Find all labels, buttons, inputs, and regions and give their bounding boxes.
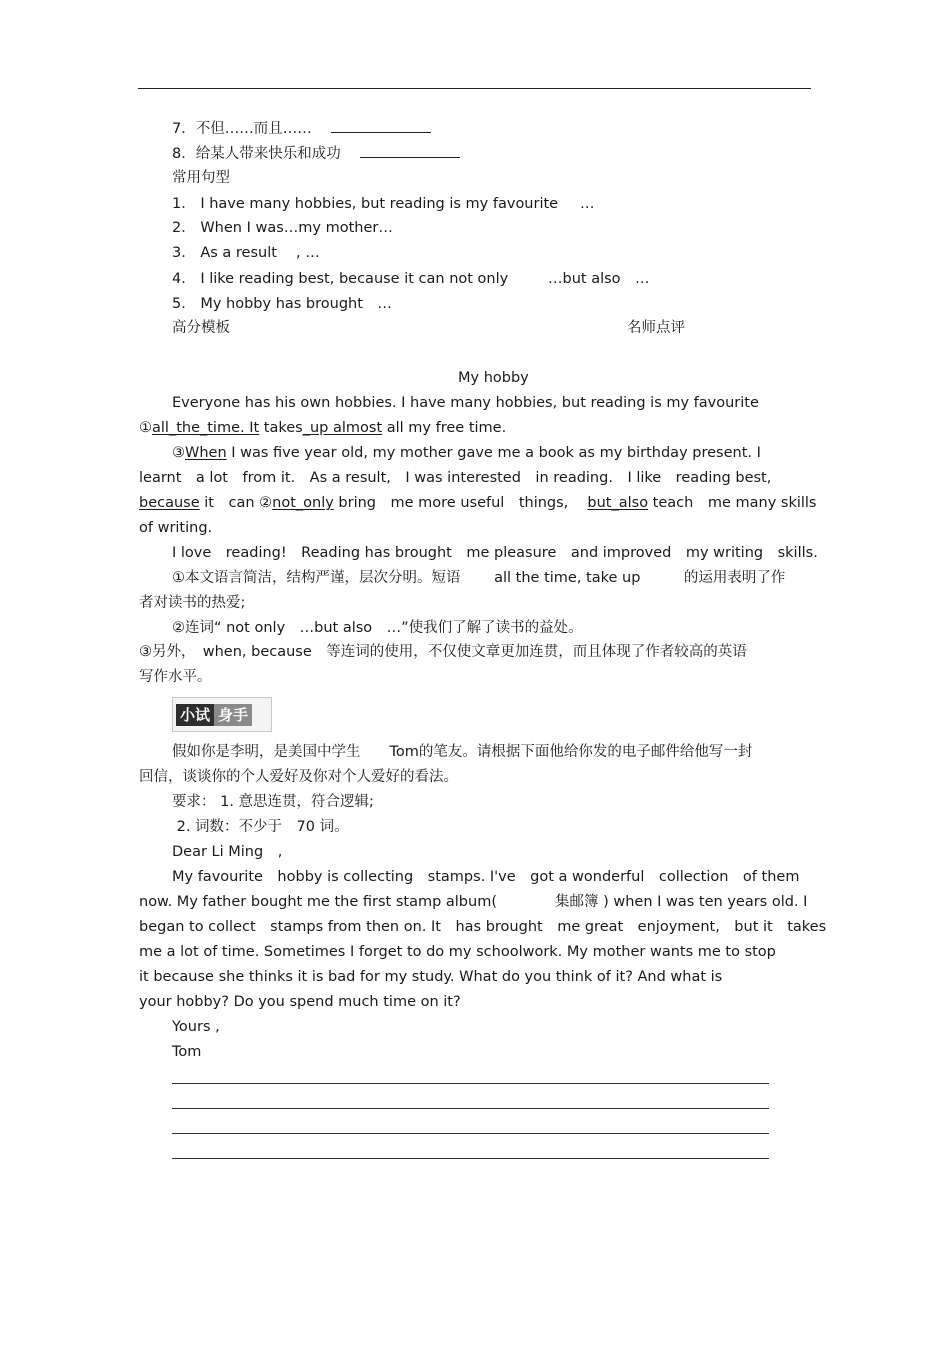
answer-blank[interactable] [331, 118, 431, 133]
phrase-item-8: 8．给某人带来快乐和成功 [172, 143, 460, 164]
header-rule [138, 88, 811, 89]
writing-line[interactable] [172, 1158, 769, 1159]
essay-line: because it can ②not_only bring me more useful things, but_also teach me many skills [139, 495, 817, 511]
essay-line: learnt a lot from it. As a result, I was interested in reading. I like reading best, [139, 470, 772, 486]
phrase-item-7: 7．不但……而且…… [172, 118, 431, 139]
badge-label-2: 身手 [214, 704, 252, 726]
review-comment-1: ①本文语言简洁，结构严谨，层次分明。短语 all the time, take up 的运用表明了作 [172, 570, 786, 586]
requirement-1: 要求： 1. 意思连贯，符合逻辑; [172, 794, 374, 810]
essay-title: My hobby [458, 370, 529, 386]
email-line: began to collect stamps from then on. It has brought me great enjoyment, but it takes [139, 919, 827, 935]
practice-badge [172, 697, 272, 732]
email-line: it because she thinks it is bad for my study. What do you think of it? And what is [139, 969, 723, 985]
email-line: now. My father bought me the first stamp album( 集邮簿 ) when I was ten years old. I [139, 894, 808, 910]
writing-line[interactable] [172, 1108, 769, 1109]
email-salutation: Dear Li Ming , [172, 844, 283, 860]
email-closing: Yours , [172, 1019, 220, 1035]
badge-label-1: 小试 [176, 704, 214, 726]
answer-blank[interactable] [360, 143, 460, 158]
review-heading: 名师点评 [627, 320, 685, 336]
review-comment-3: ③另外， when, because 等连词的使用，不仅使文章更加连贯，而且体现了作者较高的英语 [139, 644, 747, 660]
pattern-4-tail: …but also … [548, 271, 650, 287]
essay-line: ①all_the_time. It takes_up almost all my free time. [139, 420, 507, 436]
model-heading: 高分模板 [172, 320, 230, 336]
pattern-4: 4． I like reading best, because it can not only [172, 271, 509, 287]
requirement-2: 2. 词数：不少于 70 词。 [172, 819, 349, 835]
essay-line: of writing. [139, 520, 213, 536]
writing-line[interactable] [172, 1083, 769, 1084]
task-prompt-cont: 回信，谈谈你的个人爱好及你对个人爱好的看法。 [139, 769, 458, 785]
pattern-3: 3． As a result , … [172, 245, 320, 261]
essay-line: I love reading! Reading has brought me pleasure and improved my writing skills. [172, 545, 818, 561]
review-comment-1-cont: 者对读书的热爱; [139, 595, 246, 611]
essay-line: ③When I was five year old, my mother gave me a book as my birthday present. I [172, 445, 761, 461]
pattern-1: 1． I have many hobbies, but reading is my favourite [172, 196, 559, 212]
pattern-5: 5． My hobby has brought … [172, 296, 392, 312]
email-line: My favourite hobby is collecting stamps. I've got a wonderful collection of them [172, 869, 800, 885]
review-comment-3-cont: 写作水平。 [139, 669, 212, 685]
email-line: your hobby? Do you spend much time on it? [139, 994, 461, 1010]
review-comment-2: ②连词“ not only …but also …”使我们了解了读书的益处。 [172, 620, 583, 636]
writing-line[interactable] [172, 1133, 769, 1134]
pattern-1-tail: … [580, 196, 595, 212]
task-prompt: 假如你是李明，是美国中学生 Tom的笔友。请根据下面他给你发的电子邮件给他写一封 [172, 744, 753, 760]
essay-line: Everyone has his own hobbies. I have many hobbies, but reading is my favourite [172, 395, 759, 411]
section-heading-patterns: 常用句型 [172, 170, 230, 186]
email-signature: Tom [172, 1044, 202, 1060]
email-line: me a lot of time. Sometimes I forget to do my schoolwork. My mother wants me to stop [139, 944, 776, 960]
pattern-2: 2． When I was…my mother… [172, 220, 393, 236]
